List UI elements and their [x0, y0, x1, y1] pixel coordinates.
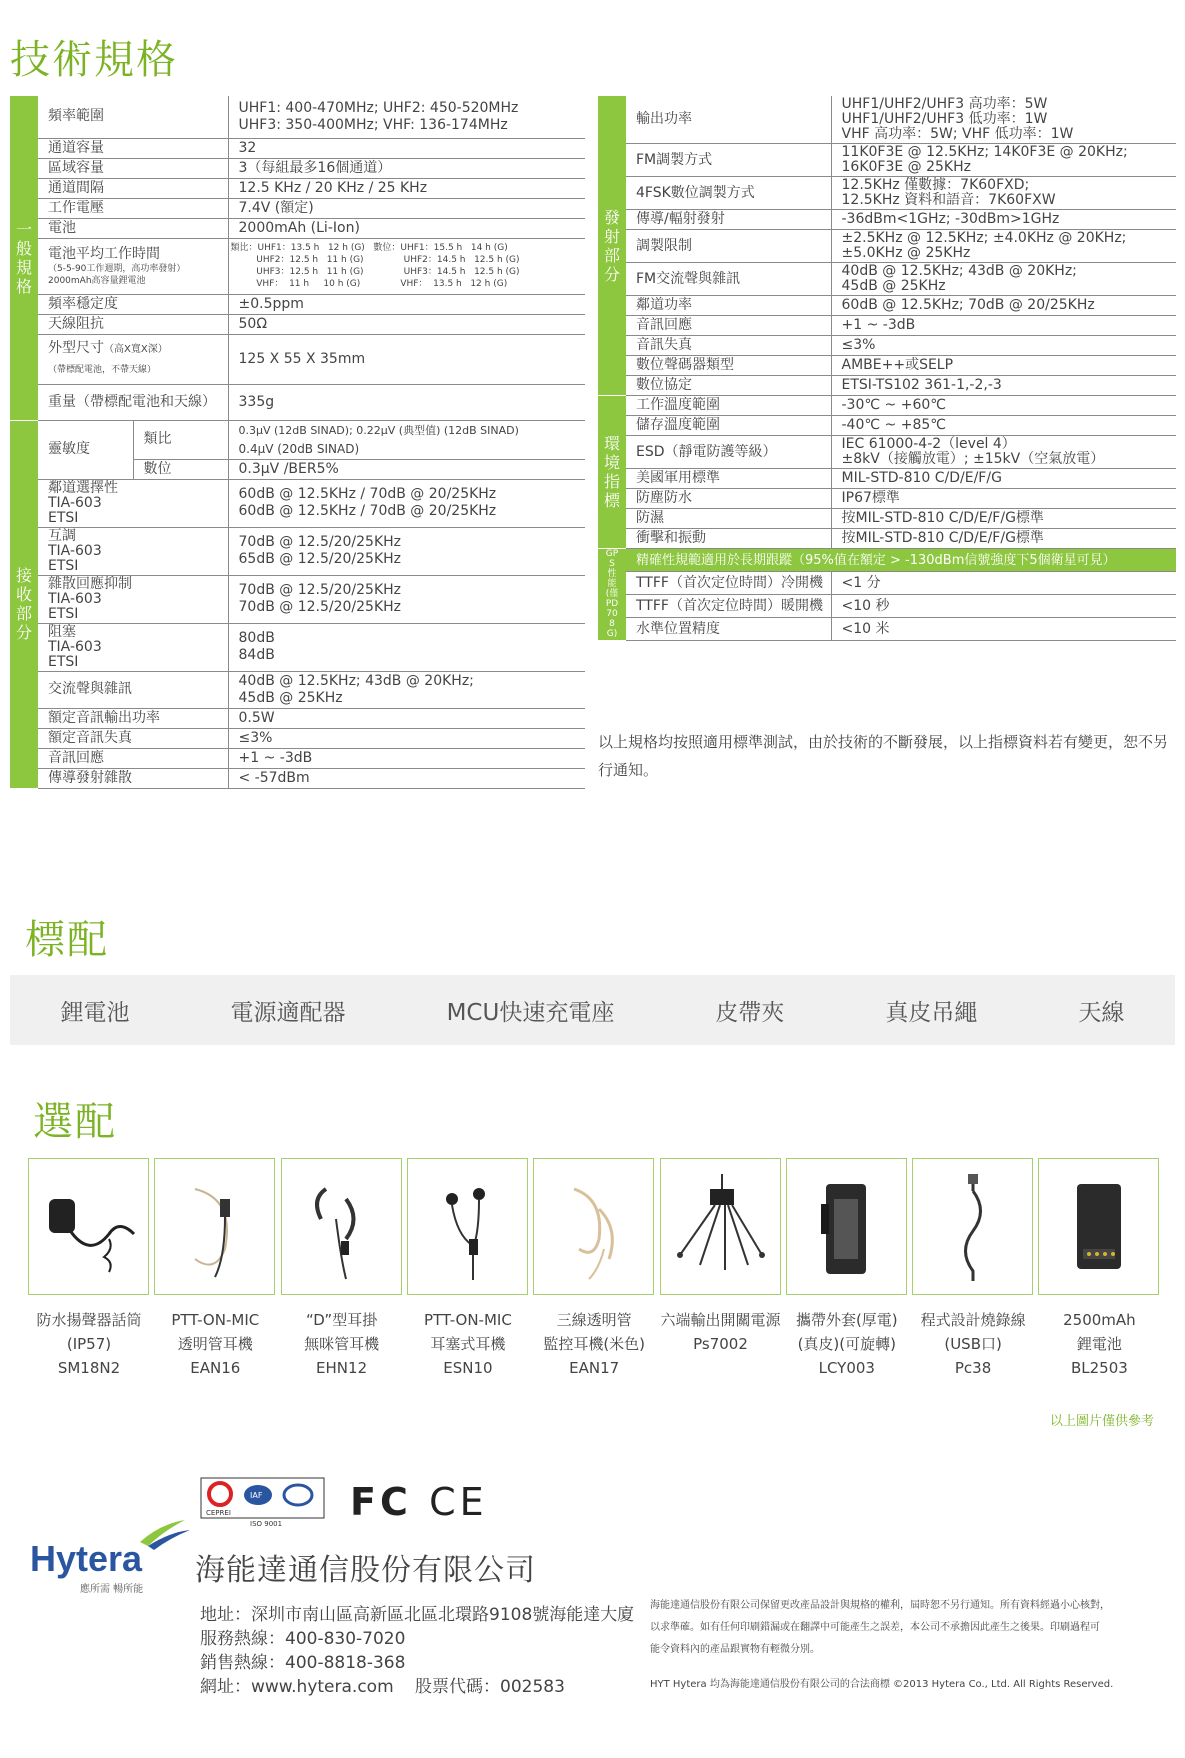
spec-key: 輸出功率 — [626, 96, 831, 144]
spec-value: 12.5KHz 僅數據：7K60FXD; 12.5KHz 資料和語音：7K60FXW — [831, 177, 1176, 210]
contact-service: 服務熱線：400-830-7020 — [200, 1629, 406, 1649]
spec-value: 按MIL-STD-810 C/D/E/F/G標準 — [831, 529, 1176, 549]
standard-item: 真皮吊繩 — [885, 999, 978, 1026]
battery-key-main: 電池平均工作時間 — [48, 245, 160, 262]
accessory-caption: 六端輸出開關電源 Ps7002 — [660, 1311, 781, 1353]
ce-mark: CE — [429, 1480, 488, 1524]
left-spec-table — [10, 96, 585, 789]
spec-value: 70dB @ 12.5/20/25KHz 65dB @ 12.5/20/25KHz — [228, 527, 585, 575]
spec-value: <10 秒 — [831, 595, 1176, 618]
spec-key: 美國軍用標準 — [626, 469, 831, 489]
sensitivity-analog-value-1: 0.3μV (12dB SINAD); 0.22μV (典型值) (12dB SINAD) — [238, 423, 519, 437]
spec-value: 32 — [228, 138, 585, 158]
standard-item: MCU快速充電座 — [446, 999, 615, 1026]
standard-title: 標配 — [25, 917, 109, 963]
spec-key: 通道間隔 — [38, 178, 228, 198]
group-gps-label: GPS性能(僅PD708G) — [605, 549, 619, 639]
weight-value: 335g — [228, 384, 585, 420]
spec-value: -30℃ ~ +60℃ — [831, 396, 1176, 416]
spec-key: TTFF（首次定位時間）暖開機 — [626, 595, 831, 618]
spec-key: 區域容量 — [38, 158, 228, 178]
spec-value: ETSI-TS102 361-1,-2,-3 — [831, 376, 1176, 396]
size-key-note: （帶標配電池，不帶天線） — [48, 364, 157, 375]
spec-value: 80dB 84dB — [228, 623, 585, 671]
spec-title: 技術規格 — [10, 37, 178, 83]
group-transmit-label: 發射部分 — [603, 207, 620, 284]
spec-value: 0.5W — [228, 708, 585, 728]
contact-web: 網址：www.hytera.com — [200, 1677, 394, 1697]
spec-key: 雜散回應抑制 TIA-603 ETSI — [38, 575, 228, 623]
spec-value: UHF1: 400-470MHz; UHF2: 450-520MHz UHF3: 350-400MHz; VHF: 136-174MHz — [228, 96, 585, 138]
brand-slogan: 應所需 暢所能 — [80, 1584, 144, 1595]
trademark: HYT Hytera 均為海能達通信股份有限公司的合法商標 ©2013 Hytera Co., Ltd. All Rights Reserved. — [650, 1679, 1114, 1690]
d-earhook-icon — [291, 1169, 391, 1284]
spec-value: 11K0F3E @ 12.5KHz; 14K0F3E @ 20KHz; 16K0F3E @ 25KHz — [831, 144, 1176, 177]
spec-value: <1 分 — [831, 572, 1176, 595]
disclaimer: 以上規格均按照適用標準測試，由於技術的不斷發展，以上指標資料若有變更，恕不另行通知。 — [598, 733, 1169, 779]
sensitivity-analog-value-2: 0.4μV (20dB SINAD) — [228, 440, 585, 460]
spec-value: 3（每組最多16個通道） — [228, 158, 585, 178]
spec-key: 鄰道功率 — [626, 296, 831, 316]
spec-row — [10, 198, 585, 218]
spec-key: 額定音訊輸出功率 — [38, 708, 228, 728]
contact-sales: 銷售熱線：400-8818-368 — [200, 1653, 406, 1673]
contact-stock: 股票代碼：002583 — [415, 1677, 565, 1697]
holster-icon — [796, 1169, 896, 1284]
accessory-photo — [786, 1158, 907, 1295]
spec-key: FM交流聲與雜訊 — [626, 263, 831, 296]
spec-row — [10, 178, 585, 198]
spec-key: 頻率範圍 — [38, 96, 228, 138]
spec-value: -36dBm<1GHz; -30dBm>1GHz — [831, 210, 1176, 230]
speaker-mic-icon — [39, 1169, 139, 1284]
legal-line-2: 以求準確。如有任何印刷錯漏或在翻譯中可能產生之誤差，本公司不承擔因此產生之後果。印刷過程可 — [650, 1622, 1100, 1633]
spec-key: 通道容量 — [38, 138, 228, 158]
spec-key: 鄰道選擇性 TIA-603 ETSI — [38, 479, 228, 527]
accessory-caption: 三線透明管 監控耳機(米色) EAN17 — [543, 1311, 646, 1377]
spec-value: IEC 61000-4-2（level 4） ±8kV（接觸放電）; ±15kV（空氣放電） — [831, 436, 1176, 469]
spec-row — [10, 218, 585, 238]
right-spec-table — [598, 96, 1176, 641]
spec-key: 水準位置精度 — [626, 618, 831, 641]
sensitivity-analog: 類比 — [133, 420, 228, 459]
battery-value: 類比：UHF1：13.5 h 12 h (G) 數位：UHF1：15.5 h 14 h (G) UHF2：12.5 h 11 h (G) UHF2：14.5 h 12.5 h (G) UHF3：12.5 h 11 h (G) UHF3：14.5 h 12.5 h (G) VHF： 11 h 10 h (G) VHF： 13.5 h 12 h (G) — [228, 238, 585, 294]
accessory-photo — [1038, 1158, 1159, 1295]
spec-row — [10, 138, 585, 158]
weight-key: 重量（帶標配電池和天線） — [38, 384, 228, 420]
accessory-caption: 2500mAh 鋰電池 BL2503 — [1063, 1311, 1136, 1377]
spec-key: 調製限制 — [626, 230, 831, 263]
spec-value: UHF1/UHF2/UHF3 高功率：5W UHF1/UHF2/UHF3 低功率：1W VHF 高功率：5W; VHF 低功率：1W — [831, 96, 1176, 144]
tube-earpiece-icon — [544, 1169, 644, 1284]
spec-key: 傳導/輻射發射 — [626, 210, 831, 230]
spec-key: 儲存溫度範圍 — [626, 416, 831, 436]
size-key — [38, 334, 228, 384]
spec-value: ≤3% — [831, 336, 1176, 356]
spec-value: 40dB @ 12.5KHz; 43dB @ 20KHz; 45dB @ 25KHz — [228, 671, 585, 708]
spec-key: TTFF（首次定位時間）冷開機 — [626, 572, 831, 595]
spec-value: 7.4V (額定) — [228, 198, 585, 218]
spec-key: 4FSK數位調製方式 — [626, 177, 831, 210]
spec-value: <10 米 — [831, 618, 1176, 641]
spec-key: 額定音訊失真 — [38, 728, 228, 748]
group-receive — [10, 420, 38, 788]
battery-icon — [1049, 1169, 1149, 1284]
accessory-photo — [407, 1158, 528, 1295]
size-value: 125 X 55 X 35mm — [228, 334, 585, 384]
group-general — [10, 96, 38, 420]
earpiece-icon — [165, 1169, 265, 1284]
spec-value: 12.5 KHz / 20 KHz / 25 KHz — [228, 178, 585, 198]
spec-key: 數位協定 — [626, 376, 831, 396]
accessory-photo — [154, 1158, 275, 1295]
spec-key: 天線阻抗 — [38, 314, 228, 334]
spec-value: 60dB @ 12.5KHz / 70dB @ 20/25KHz 60dB @ 12.5KHz / 70dB @ 20/25KHz — [228, 479, 585, 527]
iso-text: ISO 9001 — [250, 1520, 283, 1527]
brand-name: Hytera — [30, 1538, 143, 1579]
spec-key: 防濕 — [626, 509, 831, 529]
spec-value: AMBE++或SELP — [831, 356, 1176, 376]
size-key-main: 外型尺寸 — [48, 339, 104, 356]
standard-item: 天線 — [1078, 999, 1125, 1026]
legal-line-1: 海能達通信股份有限公司保留更改產品設計與規格的權利，屆時恕不另行通知。所有資料經過小心核對， — [650, 1600, 1110, 1611]
accessory-photo — [281, 1158, 402, 1295]
group-gps — [598, 549, 626, 641]
battery-key-sub: （5-5-90工作週期，高功率發射） 2000mAh高容量鋰電池 — [48, 263, 186, 286]
spec-key: 音訊回應 — [626, 316, 831, 336]
spec-key: 交流聲與雜訊 — [38, 671, 228, 708]
accessory-photo — [28, 1158, 149, 1295]
spec-key: FM調製方式 — [626, 144, 831, 177]
gps-header: 精確性規範適用於長期跟蹤（95%值在額定 > -130dBm信號強度下5個衛星可見） — [626, 549, 1176, 572]
spec-row — [10, 96, 585, 138]
spec-value: 50Ω — [228, 314, 585, 334]
accessory-photo — [660, 1158, 781, 1295]
company-name: 海能達通信股份有限公司 — [195, 1553, 536, 1588]
spec-value: ±0.5ppm — [228, 294, 585, 314]
spec-value: IP67標準 — [831, 489, 1176, 509]
standard-item: 電源適配器 — [230, 999, 346, 1026]
standard-item: 皮帶夾 — [715, 999, 785, 1026]
group-transmit — [598, 96, 626, 396]
group-environment-label: 環境指標 — [603, 434, 620, 510]
spec-key: 工作電壓 — [38, 198, 228, 218]
sensitivity-key: 靈敏度 — [38, 420, 133, 479]
spec-value: -40℃ ~ +85℃ — [831, 416, 1176, 436]
optional-title: 選配 — [33, 1099, 117, 1145]
spec-key: 阻塞 TIA-603 ETSI — [38, 623, 228, 671]
spec-key: 傳導發射雜散 — [38, 768, 228, 788]
photo-note: 以上圖片僅供參考 — [1050, 1414, 1155, 1429]
cert-logos — [200, 1477, 325, 1527]
iaf-text: IAF — [250, 1491, 263, 1500]
spec-row — [10, 158, 585, 178]
spec-value: +1 ~ -3dB — [228, 748, 585, 768]
sensitivity-digital: 數位 — [133, 459, 228, 479]
spec-value: 2000mAh (Li-Ion) — [228, 218, 585, 238]
spec-key: ESD（靜電防護等級） — [626, 436, 831, 469]
spec-value: 70dB @ 12.5/20/25KHz 70dB @ 12.5/20/25KHz — [228, 575, 585, 623]
spec-value: 60dB @ 12.5KHz; 70dB @ 20/25KHz — [831, 296, 1176, 316]
spec-key: 衝擊和振動 — [626, 529, 831, 549]
spec-key: 工作溫度範圍 — [626, 396, 831, 416]
spec-value: ≤3% — [228, 728, 585, 748]
multi-charger-icon — [670, 1169, 770, 1284]
group-general-label: 一般規格 — [15, 219, 32, 296]
spec-value: MIL-STD-810 C/D/E/F/G — [831, 469, 1176, 489]
accessory-caption: PTT-ON-MIC 耳塞式耳機 ESN10 — [423, 1311, 512, 1377]
brand-logo — [30, 1520, 190, 1595]
accessory-caption: “D”型耳掛 無咪管耳機 EHN12 — [304, 1311, 380, 1377]
group-environment — [598, 396, 626, 549]
legal-line-3: 能令資料內的產品跟實物有輕微分別。 — [650, 1644, 820, 1655]
sensitivity-digital-value: 0.3μV /BER5% — [228, 459, 585, 479]
spec-value: 40dB @ 12.5KHz; 43dB @ 20KHz; 45dB @ 25KHz — [831, 263, 1176, 296]
usb-cable-icon — [923, 1169, 1023, 1284]
accessory-caption: 程式設計燒錄線 (USB口) Pc38 — [920, 1311, 1026, 1377]
accessory-caption: 攜帶外套(厚電) (真皮)(可旋轉) LCY003 — [795, 1311, 898, 1377]
size-key-dims: （高X寬X深） — [104, 343, 168, 355]
spec-key: 電池 — [38, 218, 228, 238]
ceprei-text: CEPREI — [206, 1509, 231, 1517]
accessory-photo — [533, 1158, 654, 1295]
spec-key: 防塵防水 — [626, 489, 831, 509]
spec-value: +1 ~ -3dB — [831, 316, 1176, 336]
accessory-photo — [912, 1158, 1033, 1295]
spec-key: 頻率穩定度 — [38, 294, 228, 314]
spec-value: ±2.5KHz @ 12.5KHz; ±4.0KHz @ 20KHz; ±5.0KHz @ 25KHz — [831, 230, 1176, 263]
spec-key: 音訊回應 — [38, 748, 228, 768]
group-receive-label: 接收部分 — [15, 566, 32, 642]
earbud-icon — [417, 1169, 517, 1284]
spec-key: 互調 TIA-603 ETSI — [38, 527, 228, 575]
spec-value: 按MIL-STD-810 C/D/E/F/G標準 — [831, 509, 1176, 529]
standard-items — [10, 975, 1175, 1045]
fc-mark: FC — [350, 1480, 412, 1524]
accessory-caption: PTT-ON-MIC 透明管耳機 EAN16 — [171, 1311, 260, 1377]
accessory-caption: 防水揚聲器話筒 (IP57) SM18N2 — [36, 1311, 142, 1377]
standard-item: 鋰電池 — [60, 999, 130, 1026]
spec-value: < -57dBm — [228, 768, 585, 788]
spec-key: 數位聲碼器類型 — [626, 356, 831, 376]
spec-key: 音訊失真 — [626, 336, 831, 356]
contact-address: 地址：深圳市南山區高新區北區北環路9108號海能達大廈 — [200, 1605, 635, 1625]
fc-ce-mark — [350, 1480, 488, 1524]
battery-key — [38, 238, 228, 294]
